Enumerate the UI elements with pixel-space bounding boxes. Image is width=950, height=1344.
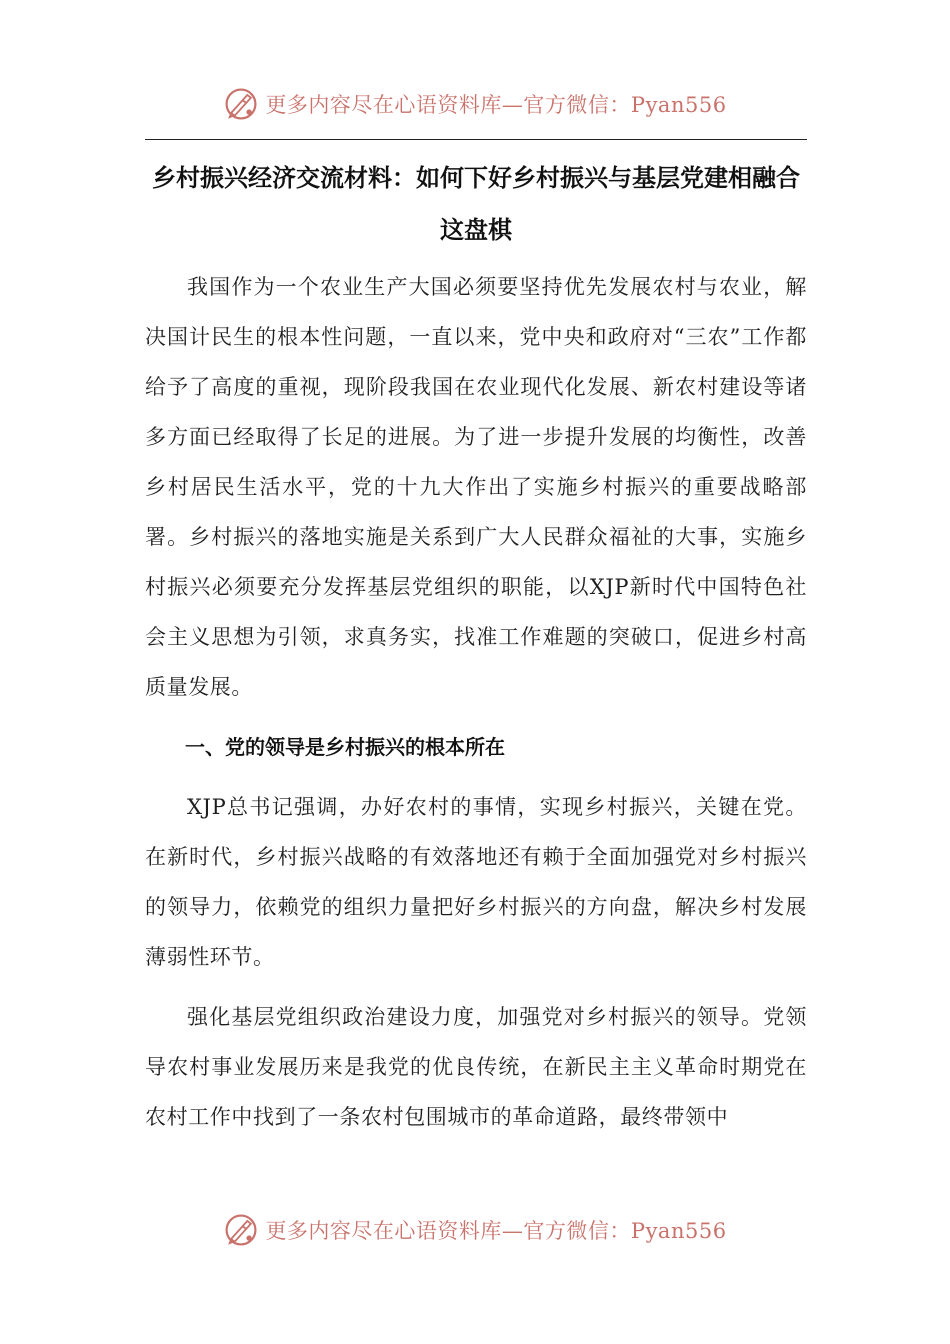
document-body (145, 262, 807, 1142)
watermark-group (223, 86, 726, 122)
watermark-header (0, 82, 950, 126)
section-heading: 一、党的领导是乡村振兴的根本所在 (185, 735, 505, 759)
watermark-group (223, 1212, 726, 1248)
watermark-footer (0, 1208, 950, 1252)
watermark-text: 更多内容尽在心语资料库—官方微信：Pyan556 (265, 1219, 727, 1243)
document-title: 乡村振兴经济交流材料：如何下好乡村振兴与基层党建相融合这盘棋 (152, 164, 800, 244)
pen-logo-icon (223, 1212, 259, 1248)
watermark-text: 更多内容尽在心语资料库—官方微信：Pyan556 (265, 93, 727, 117)
intro-paragraph: 我国作为一个农业生产大国必须要坚持优先发展农村与农业，解决国计民生的根本性问题，一直以来，党中央和政府对“三农”工作都给予了高度的重视，现阶段我国在农业现代化发展、新农村建设等诸多方面已经取得了长足的进展。为了进一步提升发展的均衡性，改善乡村居民生活水平，党的十九大作出了实施乡村振兴的重要战略部署。乡村振兴的落地实施是关系到广大人民群众福祉的大事，实施乡村振兴必须要充分发挥基层党组织的职能，以XJP新时代中国特色社会主义思想为引领，求真务实，找准工作难题的突破口，促进乡村高质量发展。 (145, 275, 807, 699)
section-paragraph: XJP总书记强调，办好农村的事情，实现乡村振兴，关键在党。在新时代，乡村振兴战略的有效落地还有赖于全面加强党对乡村振兴的领导力，依赖党的组织力量把好乡村振兴的方向盘，解决乡村发展薄弱性环节。 (145, 795, 807, 969)
pen-logo-icon (223, 86, 259, 122)
section-paragraph: 强化基层党组织政治建设力度，加强党对乡村振兴的领导。党领导农村事业发展历来是我党的优良传统，在新民主主义革命时期党在农村工作中找到了一条农村包围城市的革命道路，最终带领中 (145, 1005, 807, 1129)
header-divider (145, 139, 807, 140)
